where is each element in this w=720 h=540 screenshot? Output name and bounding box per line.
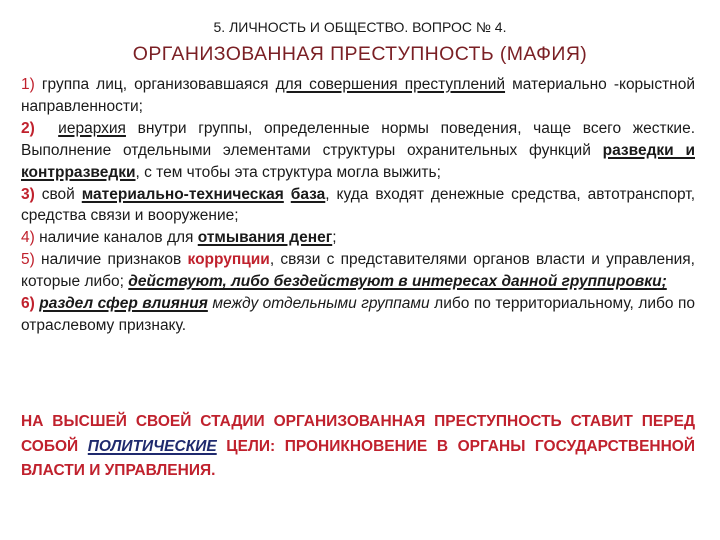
item-number: 6) bbox=[21, 295, 35, 313]
item-text: наличие признаков bbox=[34, 251, 188, 269]
item-text: наличие каналов для bbox=[34, 229, 198, 247]
item-emphasis: коррупции bbox=[187, 251, 270, 269]
conclusion-text bbox=[21, 410, 695, 484]
item-number: 1) bbox=[21, 76, 35, 93]
item-text: группа лиц, организовавшаяся bbox=[41, 76, 276, 93]
item-emphasis: отмывания денег bbox=[197, 229, 333, 247]
list-item bbox=[21, 184, 695, 228]
item-number: 3) bbox=[21, 185, 35, 203]
criteria-list bbox=[21, 74, 695, 337]
item-emphasis: материально-техническая bbox=[81, 185, 284, 203]
item-text: материально -корыстной направленности; bbox=[21, 76, 696, 115]
item-text bbox=[284, 186, 291, 203]
list-item bbox=[21, 74, 695, 118]
item-text: , связи с представителями органов власти и управления, которые либо; bbox=[21, 251, 695, 291]
item-emphasis: для совершения преступлений bbox=[275, 76, 506, 93]
item-text: свой bbox=[34, 185, 82, 203]
item-text: между отдельными группами bbox=[207, 295, 430, 313]
slide-title: ОРГАНИЗОВАННАЯ ПРЕСТУПНОСТЬ (МАФИЯ) bbox=[132, 43, 588, 65]
item-text: ; bbox=[332, 229, 337, 247]
item-text: , куда входят денежные средства, автотранспорт, средства связи и вооружение; bbox=[21, 185, 695, 225]
list-item bbox=[21, 118, 695, 184]
item-emphasis: раздел сфер влияния bbox=[39, 295, 208, 313]
item-number: 2) bbox=[21, 119, 35, 137]
item-text: либо по территориальному, либо по отраслевому признаку. bbox=[21, 295, 696, 334]
item-emphasis: действуют, либо бездействуют в интересах данной группировки; bbox=[128, 273, 667, 291]
section-header: 5. ЛИЧНОСТЬ И ОБЩЕСТВО. ВОПРОС № 4. bbox=[213, 19, 507, 35]
item-number: 5) bbox=[21, 251, 35, 269]
item-number: 4) bbox=[21, 229, 35, 247]
list-item bbox=[21, 227, 695, 249]
conclusion-part: ЦЕЛИ: ПРОНИКНОВЕНИЕ В ОРГАНЫ ГОСУДАРСТВЕННОЙ ВЛАСТИ И УПРАВЛЕНИЯ. bbox=[21, 437, 695, 479]
conclusion-emphasis: ПОЛИТИЧЕСКИЕ bbox=[87, 437, 217, 455]
item-emphasis: разведки и контрразведки bbox=[21, 141, 695, 181]
item-emphasis: иерархия bbox=[58, 119, 126, 137]
conclusion-part: НА ВЫСШЕЙ СВОЕЙ СТАДИИ ОРГАНИЗОВАННАЯ ПРЕСТУПНОСТЬ СТАВИТ ПЕРЕД СОБОЙ bbox=[21, 413, 695, 455]
list-item bbox=[21, 249, 695, 293]
item-emphasis: база bbox=[290, 185, 326, 203]
item-text: внутри группы, определенные нормы поведения, чаще всего жесткие. Выполнение отдельными элементами структуры охранительных функций bbox=[21, 119, 696, 159]
item-text: , с тем чтобы эта структура могла выжить; bbox=[135, 163, 441, 181]
list-item bbox=[21, 293, 695, 337]
